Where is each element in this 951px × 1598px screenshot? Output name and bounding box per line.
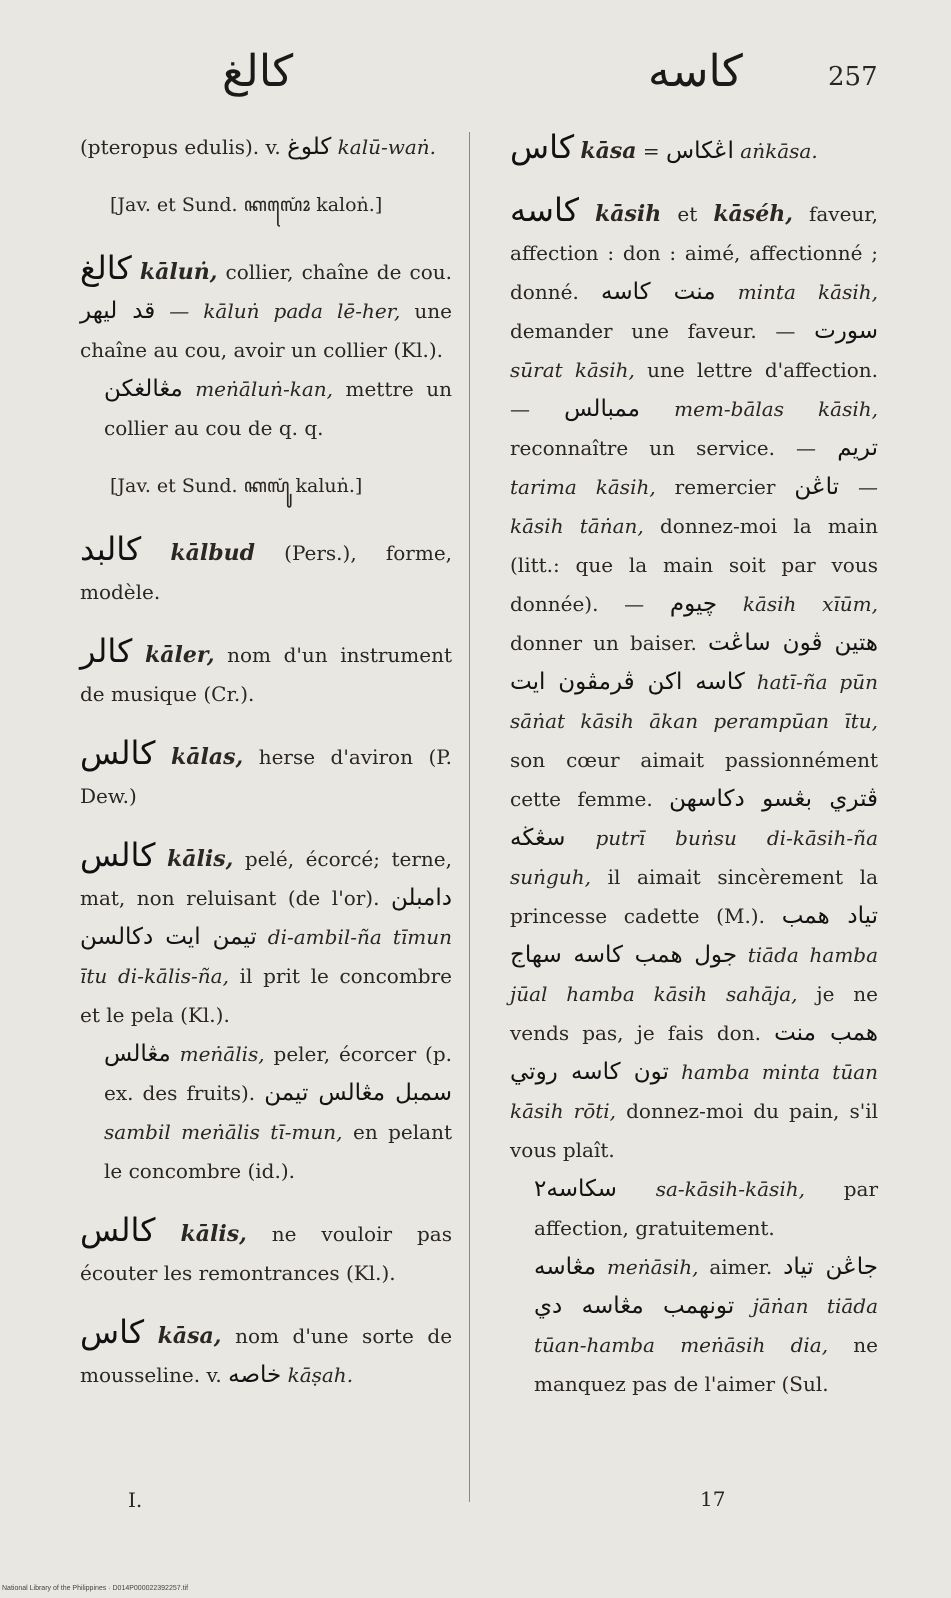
arabic-script: دامبلن تيمن ايت دكالسن	[80, 885, 452, 950]
etymology-note: [Jav. et Sund. ꦏꦭꦸꦁ kaluṅ.]	[110, 475, 363, 497]
headword-arabic: كاس	[510, 128, 575, 166]
definition: nom d'une sorte de mousseline. v.	[80, 1324, 453, 1387]
arabic-script: كلوغ	[287, 134, 332, 160]
headword: kālas,	[171, 744, 244, 770]
arabic-script: تياد همب جول همب كاسه سهاج	[510, 903, 879, 968]
arabic-script: مڠالغكن	[104, 376, 183, 402]
transliteration: mem-bālas kāsih,	[674, 397, 879, 421]
definition: son cœur aimait passionnément cette femme.	[510, 748, 878, 811]
headword-arabic: كالس	[80, 836, 156, 874]
entry-kalas	[80, 734, 452, 816]
transliteration: sambil meṅālis tī-mun,	[104, 1120, 343, 1144]
definition: ne vouloir pas écouter les remontrances (Kl.).	[80, 1222, 452, 1285]
arabic-script: خاصه	[228, 1362, 282, 1388]
transliteration: di-ambil-ña tīmun ītu di-kālis-ña,	[80, 925, 452, 988]
arabic-script: هتين ڤون ساڠت كاسه اكن ڤرمڤون ايت	[510, 630, 879, 695]
headword-arabic: كالس	[80, 1211, 156, 1249]
arabic-script: ممبالس	[564, 396, 641, 422]
definition: il aimait sincèrement la princesse cadette (M.).	[510, 865, 878, 928]
definition: peler, écorcer (p. ex. des fruits).	[104, 1042, 453, 1105]
headword-variant: kāséh,	[713, 201, 793, 227]
transliteration: meṅālis,	[179, 1042, 265, 1066]
right-header-word: كاسه	[648, 46, 743, 97]
column-divider	[469, 132, 470, 1502]
headword-arabic: كاس	[80, 1313, 145, 1351]
transliteration: hamba minta tūan kāsih rōti,	[510, 1060, 878, 1123]
arabic-script: سورت	[814, 318, 878, 344]
transliteration: kāsih xīūm,	[742, 592, 878, 616]
right-column	[510, 128, 878, 1424]
headword: kālbud	[170, 540, 255, 566]
headword: kālis,	[167, 846, 234, 872]
entry-text: (pteropus edulis). v.	[80, 135, 281, 159]
arabic-script: اڠكاس	[666, 138, 734, 164]
definition: je ne vends pas, je fais don.	[510, 982, 878, 1045]
equals-sign: =	[642, 139, 660, 163]
transliteration: minta kāsih,	[737, 280, 878, 304]
transliteration: sa-kāsih-kāsih,	[655, 1177, 805, 1201]
definition: aimer.	[709, 1255, 773, 1279]
definition: donner un baiser.	[510, 631, 697, 655]
definition: herse d'aviron (P. Dew.)	[80, 745, 453, 808]
entry-kaler	[80, 632, 452, 714]
headword-arabic: كاسه	[510, 191, 579, 229]
definition: par affection, gratuitement.	[534, 1177, 879, 1240]
headword: kāsih	[595, 201, 662, 227]
entry-kasa-right	[510, 128, 878, 171]
transliteration: putrī buṅsu di-kāsih-ña suṅguh,	[510, 826, 878, 889]
entry-kasa	[80, 1313, 452, 1395]
transliteration: kalū-waṅ.	[337, 135, 437, 159]
signature-mark: I.	[128, 1488, 143, 1512]
definition: une lettre d'affection. —	[510, 358, 879, 421]
definition: collier, chaîne de cou.	[225, 260, 453, 284]
arabic-script: منت كاسه	[600, 279, 716, 305]
etymology-note: [Jav. et Sund. ꦏꦭꦺꦴꦁ kaloṅ.]	[110, 194, 383, 216]
derived-form	[510, 1248, 878, 1404]
definition: pelé, écorcé; terne, mat, non reluisant (de l'or).	[80, 847, 452, 910]
definition: donnez-moi la main (litt.: que la main soit par vous donnée). —	[510, 514, 878, 616]
headword-arabic: كالر	[80, 632, 133, 670]
arabic-script: مڠالس	[104, 1041, 171, 1067]
transliteration: meṅāluṅ-kan,	[195, 377, 334, 401]
headword: kāler,	[145, 642, 215, 668]
derived-form	[510, 1170, 878, 1248]
definition: en pelant le concombre (id.).	[104, 1120, 453, 1183]
definition: faveur, affection : don : aimé, affectionné ; donné.	[510, 202, 878, 304]
derived-form	[80, 1035, 452, 1191]
headword: kāluṅ,	[139, 259, 218, 285]
headword: kāsa	[580, 138, 637, 164]
entry-kasih	[510, 191, 878, 1404]
definition: (Pers.), forme, modèle.	[80, 541, 453, 604]
transliteration: hatī-ña pūn sāṅat kāsih ākan perampūan ītu,	[510, 670, 878, 733]
transliteration: aṅkāsa.	[740, 139, 818, 163]
definition: une chaîne au cou, avoir un collier (Kl.).	[80, 299, 453, 362]
arabic-script: چيوم	[669, 591, 718, 617]
definition: remercier	[674, 475, 776, 499]
definition: reconnaître un service. —	[510, 436, 817, 460]
entry-kalung	[80, 249, 452, 448]
entry-kalbud	[80, 530, 452, 612]
definition: il prit le concombre et le pela (Kl.).	[80, 964, 452, 1027]
transliteration: kāṣah.	[287, 1363, 354, 1387]
example-phrase: — kāluṅ pada lē-her,	[169, 299, 401, 323]
derived-form	[80, 370, 452, 448]
conjunction: et	[677, 202, 698, 226]
arabic-script: سمبل مڠالس تيمن	[264, 1080, 453, 1106]
arabic-script: همب منت تون كاسه روتي	[510, 1020, 878, 1085]
arabic-script: ڤتري بڠسو دكاسهن سڠڬه	[510, 786, 879, 851]
definition: demander une faveur. —	[510, 319, 796, 343]
arabic-script: مڠاسه	[534, 1254, 597, 1280]
arabic-script: جاڠن تياد تونهمب مڠاسه دي	[534, 1254, 879, 1319]
arabic-script: قد ليهر	[80, 298, 156, 324]
headword: kālis,	[180, 1221, 247, 1247]
headword: kāsa,	[157, 1323, 222, 1349]
transliteration: meṅāsih,	[606, 1255, 699, 1279]
entry-kaluwang	[80, 128, 452, 167]
transliteration: sūrat kāsih,	[510, 358, 635, 382]
transliteration: tiāda hamba jūal hamba kāsih sahāja,	[510, 943, 879, 1006]
page-number: 257	[828, 62, 878, 92]
definition: mettre un collier au cou de q. q.	[104, 377, 452, 440]
arabic-script: سكاسه٢	[534, 1176, 617, 1202]
arabic-script: تاڠن	[794, 474, 840, 500]
entry-kalis-2	[80, 1211, 452, 1293]
headword-arabic: كالس	[80, 734, 156, 772]
transliteration: — kāsih tāṅan,	[510, 475, 879, 538]
sheet-number: 17	[700, 1487, 726, 1511]
transliteration: tarima kāsih,	[510, 475, 656, 499]
transliteration: jāṅan tiāda tūan-hamba meṅāsih dia,	[534, 1294, 878, 1357]
headword-arabic: كالغ	[80, 249, 132, 287]
headword-arabic: كالبد	[80, 530, 142, 568]
definition: nom d'un instrument de musique (Cr.).	[80, 643, 453, 706]
definition: ne manquez pas de l'aimer (Sul.	[534, 1333, 879, 1396]
footer-credit: National Library of the Philippines · D014P000022392257.tif	[2, 1585, 189, 1592]
entry-kalis	[80, 836, 452, 1191]
arabic-script: تريم	[837, 435, 878, 461]
left-column	[80, 128, 452, 1415]
left-header-word: كالغ	[222, 46, 294, 97]
definition: donnez-moi du pain, s'il vous plaît.	[510, 1099, 878, 1162]
